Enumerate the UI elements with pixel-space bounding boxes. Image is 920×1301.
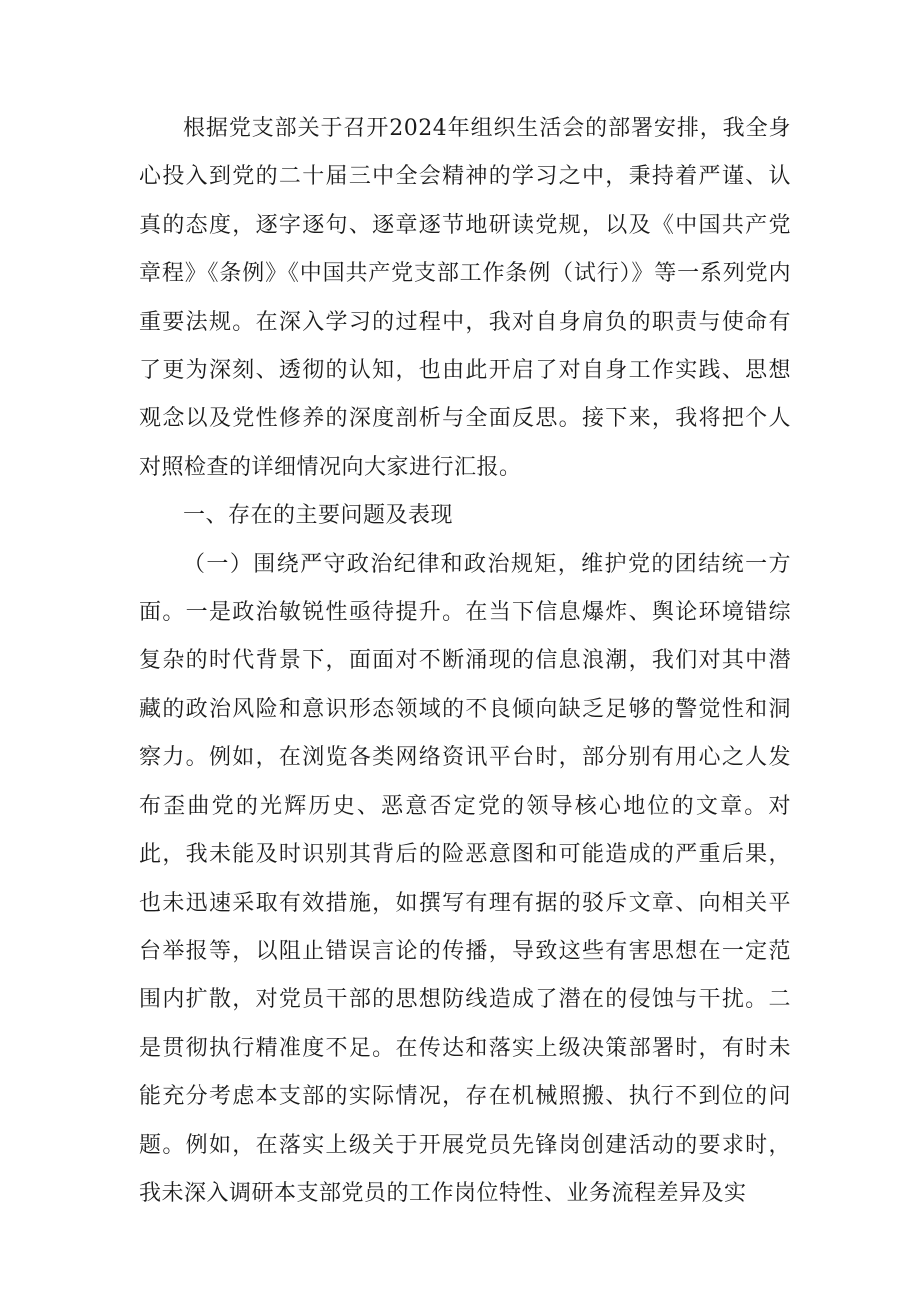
document-body xyxy=(139,105,791,1218)
intro-paragraph: 根据党支部关于召开2024年组织生活会的部署安排，我全身心投入到党的二十届三中全会精神的学习之中，秉持着严谨、认真的态度，逐字逐句、逐章逐节地研读党规，以及《中国共产党章程》《条例》《中国共产党支部工作条例（试行）》等一系列党内重要法规。在深入学习的过程中，我对自身肩负的职责与使命有了更为深刻、透彻的认知，也由此开启了对自身工作实践、思想观念以及党性修养的深度剖析与全面反思。接下来，我将把个人对照检查的详细情况向大家进行汇报。 xyxy=(139,116,791,480)
subsection-paragraph: （一）围绕严守政治纪律和政治规矩，维护党的团结统一方面。一是政治敏锐性亟待提升。在当下信息爆炸、舆论环境错综复杂的时代背景下，面面对不断涌现的信息浪潮，我们对其中潜藏的政治风险和意识形态领域的不良倾向缺乏足够的警觉性和洞察力。例如，在浏览各类网络资讯平台时，部分别有用心之人发布歪曲党的光辉历史、恶意否定党的领导核心地位的文章。对此，我未能及时识别其背后的险恶意图和可能造成的严重后果，也未迅速采取有效措施，如撰写有理有据的驳斥文章、向相关平台举报等，以阻止错误言论的传播，导致这些有害思想在一定范围内扩散，对党员干部的思想防线造成了潜在的侵蚀与干扰。二是贯彻执行精准度不足。在传达和落实上级决策部署时，有时未能充分考虑本支部的实际情况，存在机械照搬、执行不到位的问题。例如，在落实上级关于开展党员先锋岗创建活动的要求时，我未深入调研本支部党员的工作岗位特性、业务流程差异及实 xyxy=(139,551,791,1206)
section-heading: 一、存在的主要问题及表现 xyxy=(183,503,454,529)
